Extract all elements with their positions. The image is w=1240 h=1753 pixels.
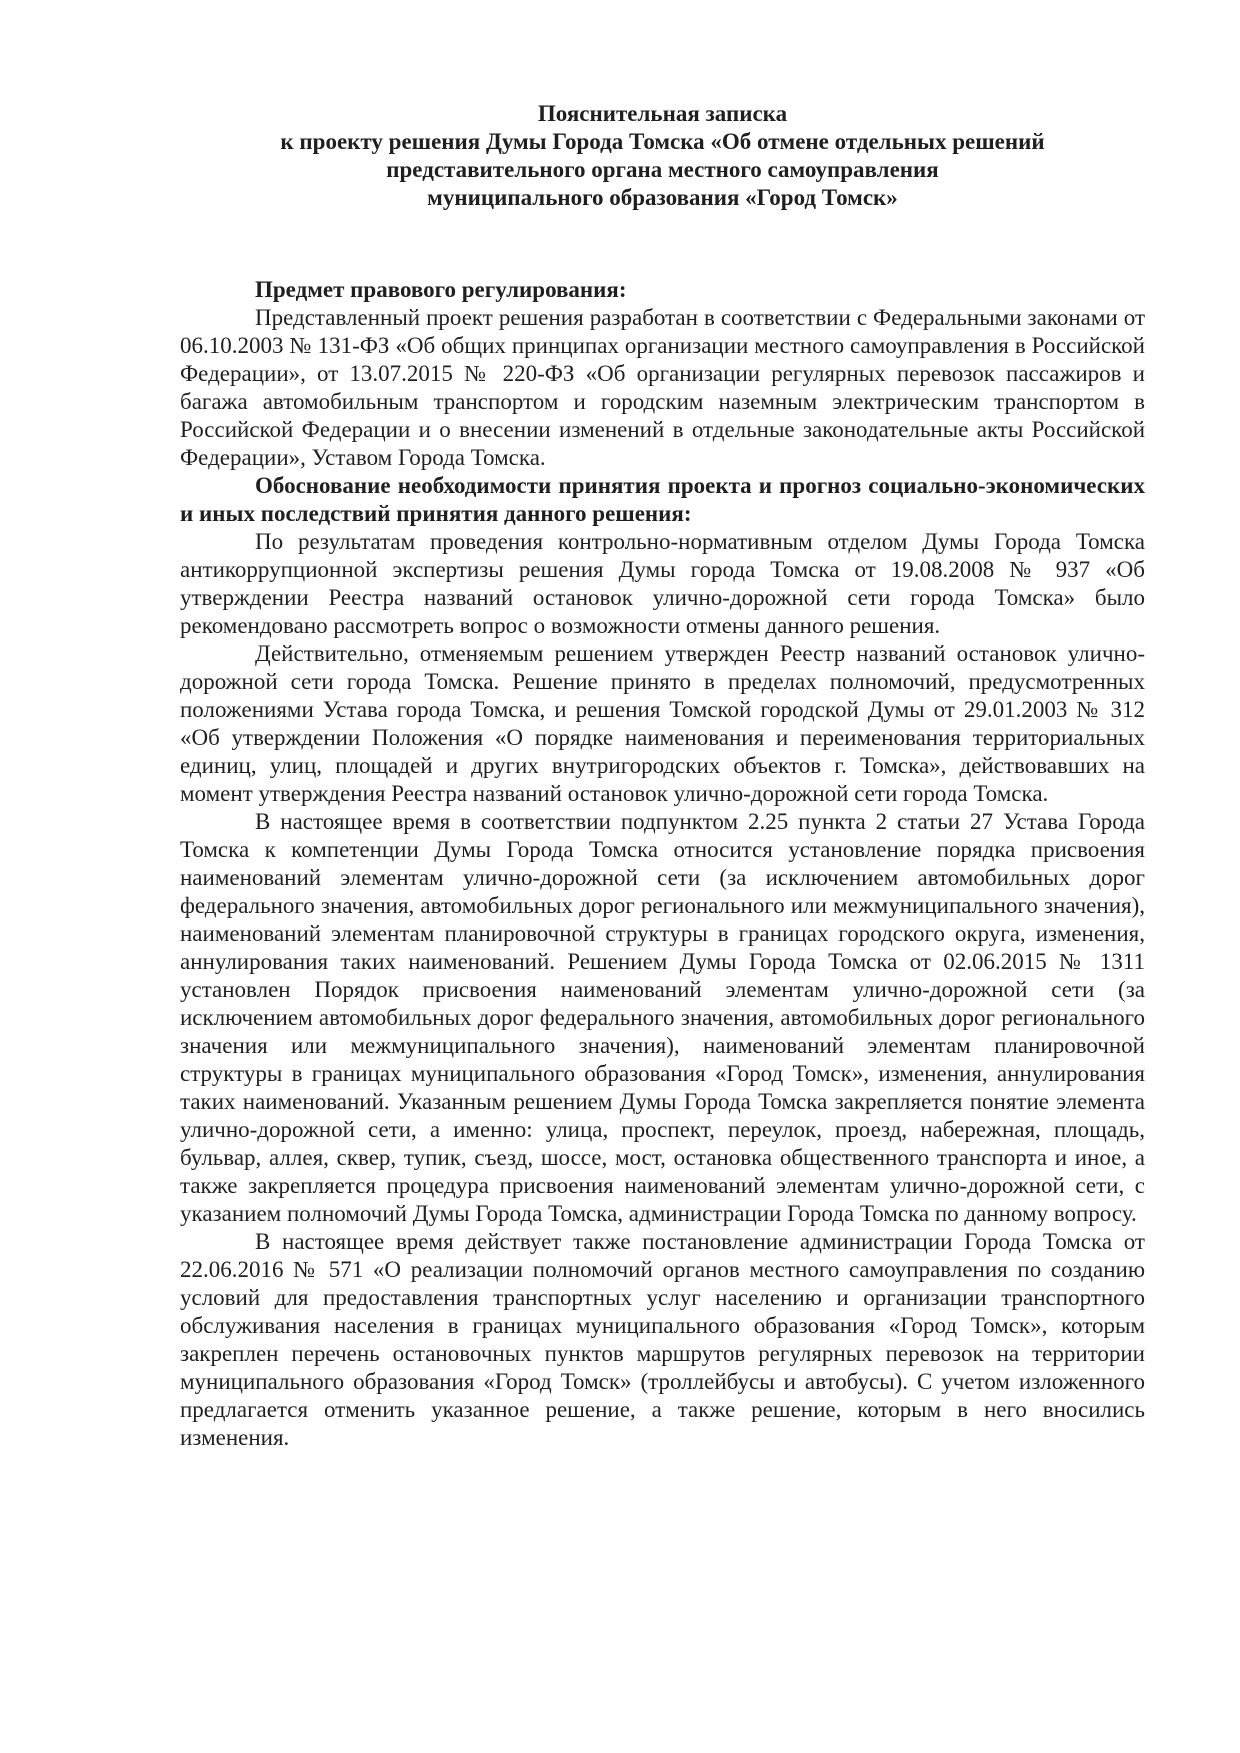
document-title — [180, 100, 1145, 212]
subject-heading: Предмет правового регулирования: — [255, 277, 627, 302]
title-line-1: Пояснительная записка — [537, 101, 788, 126]
title-line-3: представительного органа местного самоуправления — [386, 157, 939, 182]
body-paragraph-2: Действительно, отменяемым решением утвержден Реестр названий остановок улично-дорожной сети города Томска. Решение принято в пределах полномочий, предусмотренных положениями Устава города Томска, и решения Томской городской Думы от 29.01.2003 № 312 «Об утверждении Положения «О порядке наименования и переименования территориальных единиц, улиц, площадей и других внутригородских объектов г. Томска», действовавших на момент утверждения Реестра названий остановок улично-дорожной сети города Томска. — [180, 641, 1145, 806]
body-paragraph-1: По результатам проведения контрольно-нормативным отделом Думы Города Томска антикоррупционной экспертизы решения Думы города Томска от 19.08.2008 № 937 «Об утверждении Реестра названий остановок улично-дорожной сети города Томска» было рекомендовано рассмотреть вопрос о возможности отмены данного решения. — [180, 529, 1145, 638]
body-paragraph-4: В настоящее время действует также постановление администрации Города Томска от 22.06.2016 № 571 «О реализации полномочий органов местного самоуправления по созданию условий для предоставления транспортных услуг населению и организации транспортного обслуживания населения в границах муниципального образования «Город Томск», которым закреплен перечень остановочных пунктов маршрутов регулярных перевозок на территории муниципального образования «Город Томск» (троллейбусы и автобусы). С учетом изложенного предлагается отменить указанное решение, а также решение, которым в него вносились изменения. — [180, 1229, 1145, 1450]
subject-paragraph: Представленный проект решения разработан в соответствии с Федеральными законами от 06.10.2003 № 131-ФЗ «Об общих принципах организации местного самоуправления в Российской Федерации», от 13.07.2015 № 220-ФЗ «Об организации регулярных перевозок пассажиров и багажа автомобильным транспортом и городским наземным электрическим транспортом в Российской Федерации и о внесении изменений в отдельные законодательные акты Российской Федерации», Уставом Города Томска. — [180, 305, 1145, 470]
title-line-4: муниципального образования «Город Томск» — [427, 185, 898, 210]
body-paragraph-3: В настоящее время в соответствии подпунктом 2.25 пункта 2 статьи 27 Устава Города Томска к компетенции Думы Города Томска относится установление порядка присвоения наименований элементам улично-дорожной сети (за исключением автомобильных дорог федерального значения, автомобильных дорог регионального или межмуниципального значения), наименований элементам планировочной структуры в границах городского округа, изменения, аннулирования таких наименований. Решением Думы Города Томска от 02.06.2015 № 1311 установлен Порядок присвоения наименований элементам улично-дорожной сети (за исключением автомобильных дорог федерального значения, автомобильных дорог регионального значения или межмуниципального значения), наименований элементам планировочной структуры в границах муниципального образования «Город Томск», изменения, аннулирования таких наименований. Указанным решением Думы Города Томска закрепляется понятие элемента улично-дорожной сети, а именно: улица, проспект, переулок, проезд, набережная, площадь, бульвар, аллея, сквер, тупик, съезд, шоссе, мост, остановка общественного транспорта и иное, а также закрепляется процедура присвоения наименований элементам улично-дорожной сети, с указанием полномочий Думы Города Томска, администрации Города Томска по данному вопросу. — [180, 809, 1145, 1226]
reasoning-heading: Обоснование необходимости принятия проекта и прогноз социально-экономических и иных последствий принятия данного решения: — [180, 473, 1145, 526]
title-line-2: к проекту решения Думы Города Томска «Об отмене отдельных решений — [280, 129, 1045, 154]
document-page — [180, 100, 1145, 1452]
